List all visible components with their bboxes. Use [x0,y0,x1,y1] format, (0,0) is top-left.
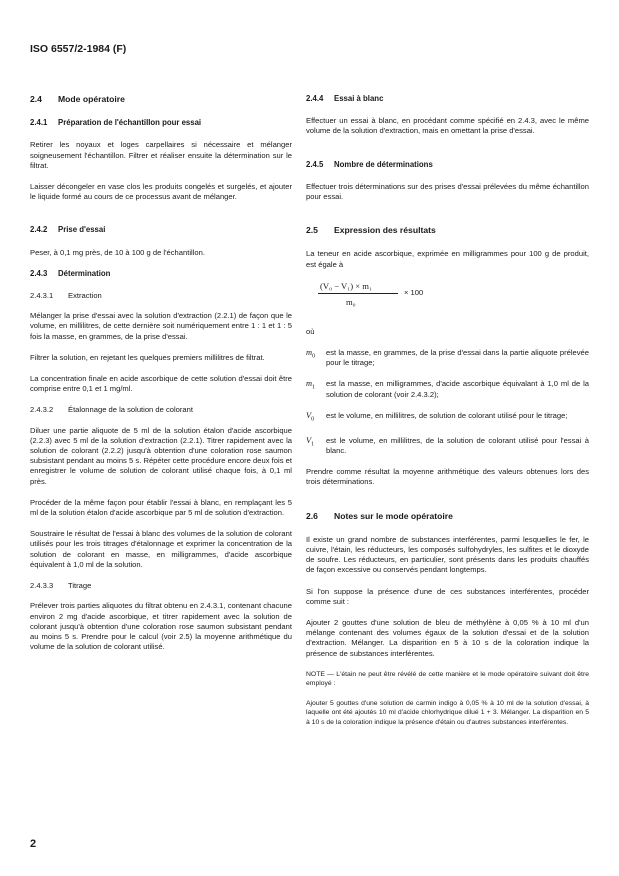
section-2-4-4-heading: 2.4.4 Essai à blanc [306,94,384,103]
document-header: ISO 6557/2-1984 (F) [30,43,127,55]
fraction-bar [318,293,398,294]
right-column [306,94,589,738]
paragraph: Filtrer la solution, en rejetant les quelques premiers millilitres de filtrat. [30,352,265,362]
note-procedure: Ajouter 5 gouttes d'une solution de carmin indigo à 0,05 % à 10 ml de la solution d'essai, à laquelle ont été ajoutés 10 ml d'acide chlorhydrique dilué 1 + 3. Mélanger. La disparition en 5 à 10 s de la coloration indique la présence d'étain ou d'autres substances interférentes. [306,700,589,726]
section-2-4-3-3-heading: 2.4.3.3 Titrage [30,581,92,591]
definition-v0: $V_0$ est le volume, en millilitres, de solution de colorant utilisé pour le titrage; [306,410,568,423]
result-formula [310,281,589,315]
definition-m0: $m_0$ est la masse, en grammes, de la prise d'essai dans la partie aliquote prélevée pour le titrage; [306,348,589,368]
formula-denominator: m₀ [346,296,356,307]
note: NOTE — L'étain ne peut être révélé de cette manière et le mode opératoire suivant doit être employé : [306,670,589,687]
paragraph: La concentration finale en acide ascorbique de cette solution d'essai doit être comprise entre 0,1 et 1 mg/ml. [30,374,292,394]
section-2-4-5-heading: 2.4.5 Nombre de déterminations [306,159,433,169]
paragraph: Retirer les noyaux et loges carpellaires si nécessaire et mélanger soigneusement l'échantillon. Filtrer et réaliser ensuite la détermination sur le filtrat. [30,140,292,170]
paragraph: Prélever trois parties aliquotes du filtrat obtenu en 2.4.3.1, contenant chacune environ 2 mg d'acide ascorbique, et titrer rapidement avec la solution de colorant jusqu'à obtention d'une coloration rose saumon subsistant pendant au moins 5 s. Prendre pour le calcul (voir 2.5) la moyenne arithmétique du volume de la solution de colorant utilisé. [30,601,292,652]
paragraph: Effectuer trois déterminations sur des prises d'essai prélevées du même échantillon pour essai. [306,181,589,202]
formula-numerator: (V₀ − V₁) × m₁ [320,280,372,291]
section-2-4-3-1-heading: 2.4.3.1 Extraction [30,291,102,301]
page-number: 2 [30,838,37,850]
section-2-4-3-heading: 2.4.3 Détermination [30,268,111,278]
where-label: où [306,326,315,336]
paragraph: Si l'on suppose la présence d'une de ces substances interférentes, procéder comme suit : [306,586,589,606]
paragraph: Soustraire le résultat de l'essai à blanc des volumes de la solution de colorant utilisés pour les trois titrages d'étalonnage et exprimer la concentration de la solution de colorant en masse, en milligrammes, d'acide ascorbique équivalent à 1,0 ml de la solution. [30,529,292,569]
paragraph: Effectuer un essai à blanc, en procédant comme spécifié en 2.4.3, avec le même volume de la solution d'extraction, mais en omettant la prise d'essai. [306,116,589,136]
paragraph: Ajouter 2 gouttes d'une solution de bleu de méthylène à 0,05 % à 10 ml d'un mélange contenant des volumes égaux de la solution d'essai et de la solution d'extraction. Mélanger. La disparition en 5 à 10 s de la coloration indique la présence de substances interférentes. [306,617,589,658]
section-2-4-3-2-heading: 2.4.3.2 Étalonnage de la solution de colorant [30,405,193,415]
section-2-4-2-heading: 2.4.2 Prise d'essai [30,225,106,235]
section-2-6-heading: 2.6 Notes sur le mode opératoire [306,510,453,521]
paragraph: Procéder de la même façon pour établir l'essai à blanc, en remplaçant les 5 ml de la solution étalon d'acide ascorbique par 5 ml de solution d'extraction. [30,497,292,518]
paragraph: La teneur en acide ascorbique, exprimée en milligrammes pour 100 g de produit, est égale à [306,249,589,269]
formula-multiplier: × 100 [404,287,424,297]
section-2-5-heading: 2.5 Expression des résultats [306,225,436,236]
definition-v1: $V_1$ est le volume, en millilitres, de la solution de colorant utilisé pour l'essai à blanc. [306,435,589,455]
definition-m1: $m_1$ est la masse, en milligrammes, d'acide ascorbique équivalant à 1,0 ml de la solution de colorant (voir 2.4.3.2); [306,379,589,399]
paragraph: Il existe un grand nombre de substances interférentes, parmi lesquelles le fer, le cuivre, l'étain, les réducteurs, les composés sulfohydryles, les sulfites et le dioxyde de soufre. Les réducteurs, en particulier, sont présents dans les produits chauffés de façon excessive ou conservés pendant longtemps. [306,534,589,575]
section-2-4-heading: 2.4 Mode opératoire [30,94,125,104]
paragraph: Diluer une partie aliquote de 5 ml de la solution étalon d'acide ascorbique (2.2.3) avec 5 ml de la solution d'extraction (2.2.1). Titrer rapidement avec la solution de colorant (2.2.2) jusqu'à obtention d'une coloration rose saumon subsistant pendant au moins 5 s. Répéter cette procédure encore deux fois et enregistrer le volume de solution de colorant utilisé chaque fois, à 0,1 ml près. [30,425,292,486]
left-column [30,94,292,663]
section-2-4-1-heading: 2.4.1 Préparation de l'échantillon pour essai [30,118,202,128]
paragraph: Peser, à 0,1 mg près, de 10 à 100 g de l'échantillon. [30,247,205,257]
paragraph: Laisser décongeler en vase clos les produits congelés et surgelés, et ajouter le liquide formé au cours de ce processus avant de mélanger. [30,182,292,202]
paragraph: Prendre comme résultat la moyenne arithmétique des valeurs obtenues lors des trois déterminations. [306,467,589,487]
paragraph: Mélanger la prise d'essai avec la solution d'extraction (2.2.1) de façon que le volume, en millilitres, de cette dernière soit numériquement entre 1 : 1 et 1 : 5 fois la masse, en grammes, de la prise d'essai. [30,311,292,341]
